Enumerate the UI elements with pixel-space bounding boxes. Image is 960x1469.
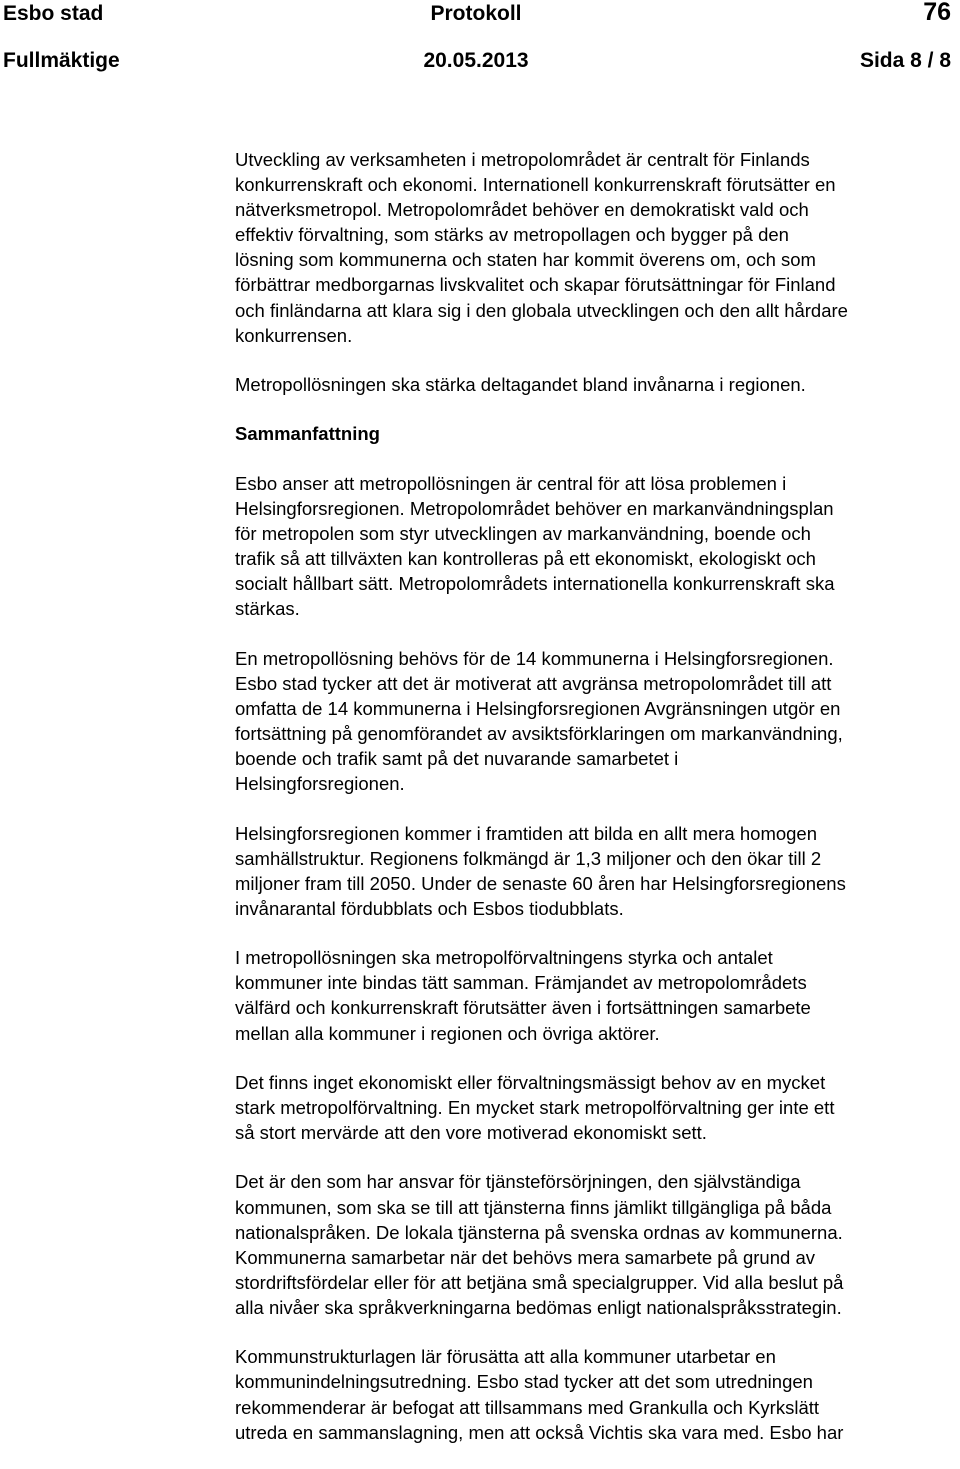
text-line: trafik så att tillväxten kan kontrolleras på ett ekonomiskt, ekologiskt och — [235, 548, 816, 570]
paragraph — [235, 646, 960, 797]
text-line: lösning som kommunerna och staten har kommit överens om, och som — [235, 249, 816, 271]
paragraph — [235, 945, 960, 1045]
text-line: effektiv förvaltning, som stärks av metropollagen och bygger på den — [235, 224, 789, 246]
text-line: konkurrenskraft och ekonomi. Internationell konkurrenskraft förutsätter en — [235, 174, 836, 196]
text-line: Kommunstrukturlagen lär förusätta att alla kommuner utarbetar en — [235, 1346, 776, 1368]
text-line: socialt hållbart sätt. Metropolområdets internationella konkurrenskraft ska — [235, 573, 835, 595]
text-line: kommunindelningsutredning. Esbo stad tycker att det som utredningen — [235, 1371, 813, 1393]
text-line: konkurrensen. — [235, 324, 353, 346]
page-indicator: Sida 8 / 8 — [859, 49, 951, 72]
body-name: Fullmäktige — [3, 49, 120, 72]
text-line: utreda en sammanslagning, men att också Vichtis ska vara med. Esbo har — [235, 1421, 844, 1443]
text-line: kommunen, som ska se till att tjänsterna finns jämlikt tillgängliga på båda — [235, 1196, 832, 1218]
paragraph — [235, 1169, 960, 1320]
text-line: stark metropolförvaltning. En mycket stark metropolförvaltning ger inte ett — [235, 1096, 835, 1118]
text-line: samhällstruktur. Regionens folkmängd är 1,3 miljoner och den ökar till 2 — [235, 847, 822, 869]
text-line: Helsingforsregionen kommer i framtiden att bilda en allt mera homogen — [235, 822, 818, 844]
text-line: fortsättning på genomförandet av avsiktsförklaringen om markanvändning, — [235, 722, 843, 744]
text-line: nätverksmetropol. Metropolområdet behöver en demokratiskt vald och — [235, 199, 809, 221]
paragraph — [235, 821, 960, 921]
text-line: Metropollösningen ska stärka deltagandet bland invånarna i regionen. — [235, 374, 806, 396]
text-line: Det finns inget ekonomiskt eller förvaltningsmässigt behov av en mycket — [235, 1071, 826, 1093]
paragraph — [235, 471, 960, 622]
text-line: stärkas. — [235, 598, 300, 620]
text-line: boende och trafik samt på det nuvarande samarbetet i — [235, 748, 679, 770]
document-type: Protokoll — [430, 2, 522, 25]
text-line: miljoner fram till 2050. Under de senaste 60 åren har Helsingforsregionens — [235, 872, 846, 894]
text-line: Sammanfattning — [235, 423, 380, 445]
text-line: invånarantal fördubblats och Esbos tiodubblats. — [235, 897, 624, 919]
text-line: En metropollösning behövs för de 14 kommunerna i Helsingforsregionen. — [235, 647, 834, 669]
paragraph — [235, 372, 960, 397]
paragraph — [235, 1344, 960, 1444]
text-line: förbättrar medborgarnas livskvalitet och skapar förutsättningar för Finland — [235, 274, 836, 296]
text-line: I metropollösningen ska metropolförvaltningens styrka och antalet — [235, 947, 773, 969]
document-body — [235, 147, 960, 1469]
text-line: så stort mervärde att den vore motiverad ekonomiskt sett. — [235, 1122, 707, 1144]
text-line: Utveckling av verksamheten i metropolområdet är centralt för Finlands — [235, 149, 810, 170]
text-line: nationalspråken. De lokala tjänsterna på svenska ordnas av kommunerna. — [235, 1221, 843, 1243]
text-line: Esbo stad tycker att det är motiverat att avgränsa metropolområdet till att — [235, 672, 832, 694]
text-line: Esbo anser att metropollösningen är central för att lösa problemen i — [235, 472, 787, 494]
section-heading — [235, 421, 960, 446]
page-number: 76 — [923, 0, 951, 26]
paragraph — [235, 1070, 960, 1145]
text-line: stordriftsfördelar eller för att betjäna små specialgrupper. Vid alla beslut på — [235, 1271, 844, 1293]
organization-name: Esbo stad — [3, 2, 104, 25]
text-line: välfärd och konkurrenskraft förutsätter även i fortsättningen samarbete — [235, 997, 811, 1019]
text-line: Kommunerna samarbetar när det behövs mera samarbete på grund av — [235, 1246, 815, 1268]
text-line: Helsingforsregionen. — [235, 773, 405, 795]
text-line: rekommenderar är befogat att tillsammans med Grankulla och Kyrkslätt — [235, 1396, 820, 1418]
page-header — [0, 0, 960, 80]
text-line: omfatta de 14 kommunerna i Helsingforsregionen Avgränsningen utgör en — [235, 697, 841, 719]
text-line: kommuner inte bindas tätt samman. Främjandet av metropolområdets — [235, 972, 807, 994]
text-line: Det är den som har ansvar för tjänsteförsörjningen, den självständiga — [235, 1171, 801, 1193]
text-line: och finländarna att klara sig i den globala utvecklingen och den allt hårdare — [235, 299, 848, 321]
text-line: mellan alla kommuner i regionen och övriga aktörer. — [235, 1022, 660, 1044]
text-line: alla nivåer ska språkverkningarna bedömas enligt nationalspråksstrategin. — [235, 1296, 842, 1318]
paragraph — [235, 147, 960, 348]
text-line: för metropolen som styr utvecklingen av markanvändning, boende och — [235, 523, 811, 545]
document-date: 20.05.2013 — [423, 49, 529, 72]
text-line: Helsingforsregionen. Metropolområdet behöver en markanvändningsplan — [235, 497, 834, 519]
